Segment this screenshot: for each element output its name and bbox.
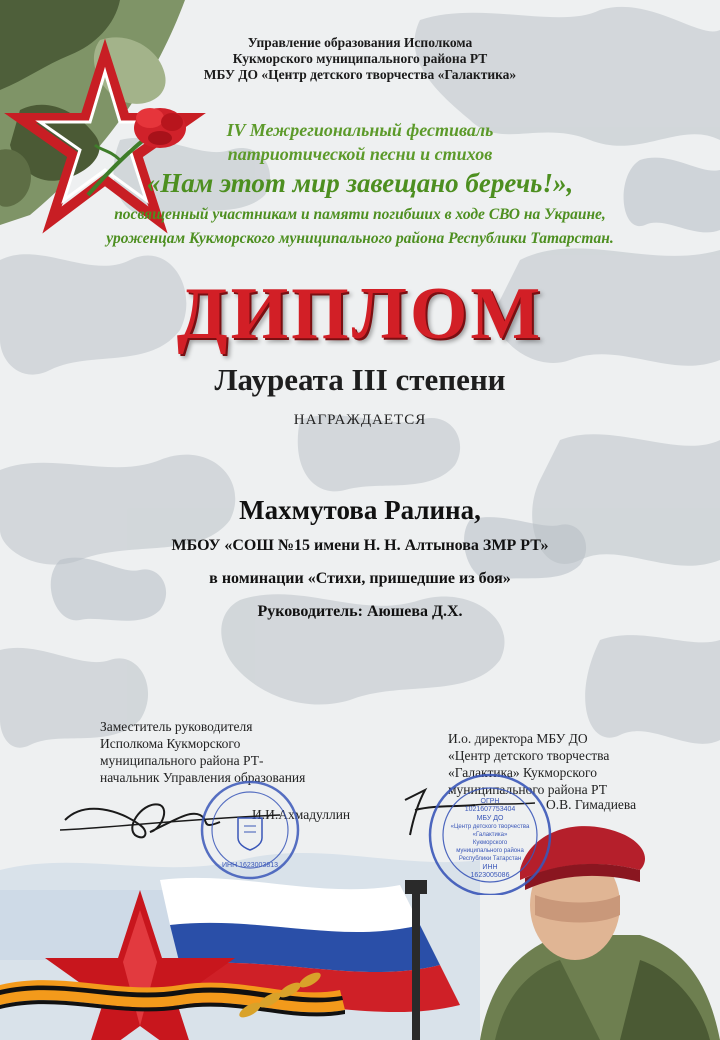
diploma-title: ДИПЛОМ bbox=[176, 273, 544, 355]
right-signature-and-stamp bbox=[395, 745, 575, 895]
right-stamp-line-7: муниципального района bbox=[456, 848, 524, 854]
left-title-line-2: Исполкома Кукморского bbox=[100, 736, 241, 751]
diploma-degree: Лауреата III степени bbox=[214, 362, 506, 397]
right-stamp-line-1: ОГРН bbox=[480, 798, 500, 805]
recipient-name: Махмутова Ралина, bbox=[239, 495, 481, 525]
left-signatory-name: И.И.Ахмадуллин bbox=[252, 807, 351, 822]
right-title-line-4: муниципального района РТ bbox=[448, 782, 607, 797]
festival-dedication-1: посвященный участникам и памяти погибших в ходе СВО на Украине, bbox=[114, 206, 606, 223]
right-stamp-line-4: «Центр детского творчества bbox=[450, 824, 530, 830]
left-title-line-1: Заместитель руководителя bbox=[100, 719, 253, 734]
left-title-line-3: муниципального района РТ- bbox=[100, 753, 264, 768]
right-stamp bbox=[430, 775, 550, 895]
left-title-line-4: начальник Управления образования bbox=[100, 770, 306, 785]
right-stamp-line-9: ИНН bbox=[482, 864, 498, 871]
right-stamp-line-5: «Галактика» bbox=[472, 832, 508, 838]
issuer-line-2: Кукморского муниципального района РТ bbox=[232, 51, 488, 66]
recipient-supervisor: Руководитель: Аюшева Д.Х. bbox=[257, 603, 463, 620]
left-stamp bbox=[202, 782, 298, 878]
right-stamp-line-10: 1623005086 bbox=[470, 872, 510, 879]
left-signature-and-stamp bbox=[50, 770, 320, 880]
right-title-line-2: «Центр детского творчества bbox=[448, 748, 610, 763]
right-stamp-line-8: Республики Татарстан bbox=[458, 856, 522, 862]
awarded-label: НАГРАЖДАЕТСЯ bbox=[293, 412, 427, 428]
right-stamp-line-6: Кукморского bbox=[472, 840, 508, 846]
left-stamp-inn: ИНН 1623003813 bbox=[221, 862, 279, 869]
issuer-line-3: МБУ ДО «Центр детского творчества «Галактика» bbox=[203, 67, 517, 82]
recipient-school: МБОУ «СОШ №15 имени Н. Н. Алтынова ЗМР РТ» bbox=[171, 537, 549, 554]
right-signatory-name: О.В. Гимадиева bbox=[546, 797, 637, 812]
issuer-line-1: Управление образования Исполкома bbox=[247, 35, 473, 50]
festival-line-1: IV Межрегиональный фестиваль bbox=[226, 120, 494, 140]
right-stamp-line-3: МБУ ДО bbox=[476, 815, 504, 822]
recipient-nomination: в номинации «Стихи, пришедшие из боя» bbox=[209, 570, 511, 587]
festival-line-2: патриотической песни и стихов bbox=[227, 144, 493, 164]
festival-motto: «Нам этот мир завещано беречь!», bbox=[146, 168, 574, 198]
right-title-line-1: И.о. директора МБУ ДО bbox=[448, 731, 588, 746]
right-stamp-line-2: 1021607753404 bbox=[464, 806, 516, 813]
festival-dedication-2: уроженцам Кукморского муниципального района Республики Татарстан. bbox=[106, 230, 614, 247]
right-title-line-3: «Галактика» Кукморского bbox=[448, 765, 597, 780]
